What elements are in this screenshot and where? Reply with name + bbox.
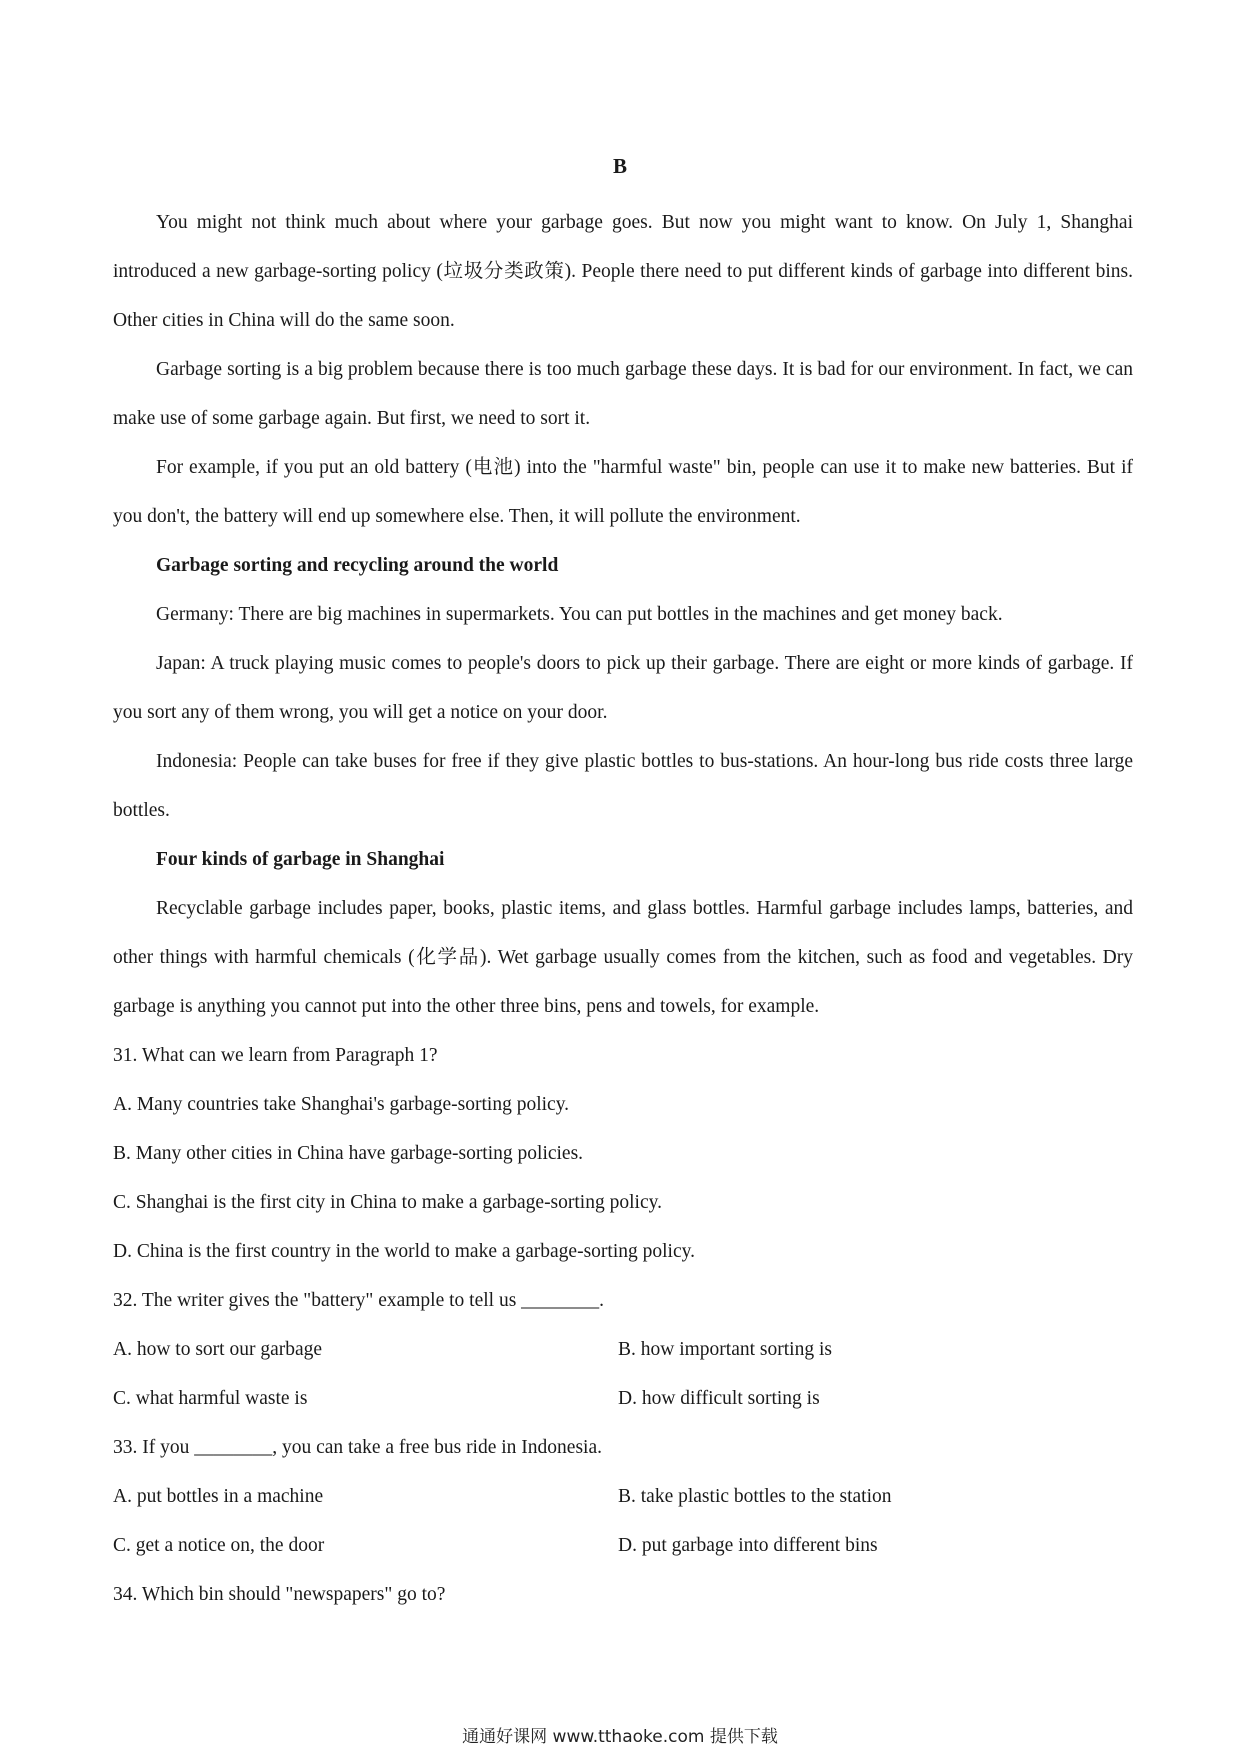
heading-recycling-world: Garbage sorting and recycling around the world [156, 555, 559, 576]
question-33-option-c: C. get a notice on, the door [113, 1535, 325, 1556]
question-32-stem: 32. The writer gives the "battery" example to tell us ________. [113, 1290, 605, 1311]
question-33-option-a: A. put bottles in a machine [113, 1486, 324, 1507]
paragraph-kinds: Recyclable garbage includes paper, books, plastic items, and glass bottles. Harmful garbage includes lamps, batteries, and other things with harmful chemicals (化学品). Wet garbage usually comes from the kitchen, such as food and vegetables. Dry garbage is anything you cannot put into the other three bins, pens and towels, for example. [113, 898, 1133, 1017]
question-33-option-b: B. take plastic bottles to the station [618, 1486, 892, 1507]
question-32-option-b: B. how important sorting is [618, 1339, 832, 1360]
passage-content [113, 198, 1133, 1619]
paragraph-japan: Japan: A truck playing music comes to people's doors to pick up their garbage. There are eight or more kinds of garbage. If you sort any of them wrong, you will get a notice on your door. [113, 653, 1133, 723]
question-31-option-b: B. Many other cities in China have garbage-sorting policies. [113, 1143, 584, 1164]
paragraph-indonesia: Indonesia: People can take buses for free if they give plastic bottles to bus-stations. An hour-long bus ride costs three large bottles. [113, 751, 1133, 821]
question-33-options-row-1 [113, 1472, 1133, 1521]
question-32-options-row-2 [113, 1374, 1133, 1423]
question-31-option-c: C. Shanghai is the first city in China to make a garbage-sorting policy. [113, 1192, 662, 1213]
heading-four-kinds: Four kinds of garbage in Shanghai [156, 849, 445, 870]
paragraph-3: For example, if you put an old battery (电池) into the "harmful waste" bin, people can use it to make new batteries. But if you don't, the battery will end up somewhere else. Then, it will pollute the environment. [113, 457, 1133, 527]
question-32-option-c: C. what harmful waste is [113, 1388, 308, 1409]
section-label: B [612, 154, 627, 178]
question-33-options-row-2 [113, 1521, 1133, 1570]
question-31-option-a: A. Many countries take Shanghai's garbage-sorting policy. [113, 1094, 570, 1115]
paragraph-1: You might not think much about where your garbage goes. But now you might want to know. On July 1, Shanghai introduced a new garbage-sorting policy (垃圾分类政策). People there need to put different kinds of garbage into different bins. Other cities in China will do the same soon. [113, 212, 1133, 331]
footer-source: 通通好课网 www.tthaoke.com 提供下载 [462, 1727, 778, 1747]
question-33-stem: 33. If you ________, you can take a free bus ride in Indonesia. [113, 1437, 602, 1458]
question-32-option-a: A. how to sort our garbage [113, 1339, 323, 1360]
question-34-stem: 34. Which bin should "newspapers" go to? [113, 1584, 446, 1605]
question-31-stem: 31. What can we learn from Paragraph 1? [113, 1045, 438, 1066]
question-32-option-d: D. how difficult sorting is [618, 1388, 820, 1409]
paragraph-germany: Germany: There are big machines in supermarkets. You can put bottles in the machines and get money back. [156, 604, 1003, 625]
question-32-options-row-1 [113, 1325, 1133, 1374]
question-33-option-d: D. put garbage into different bins [618, 1535, 878, 1556]
paragraph-2: Garbage sorting is a big problem because there is too much garbage these days. It is bad for our environment. In fact, we can make use of some garbage again. But first, we need to sort it. [113, 359, 1133, 429]
question-31-option-d: D. China is the first country in the world to make a garbage-sorting policy. [113, 1241, 695, 1262]
